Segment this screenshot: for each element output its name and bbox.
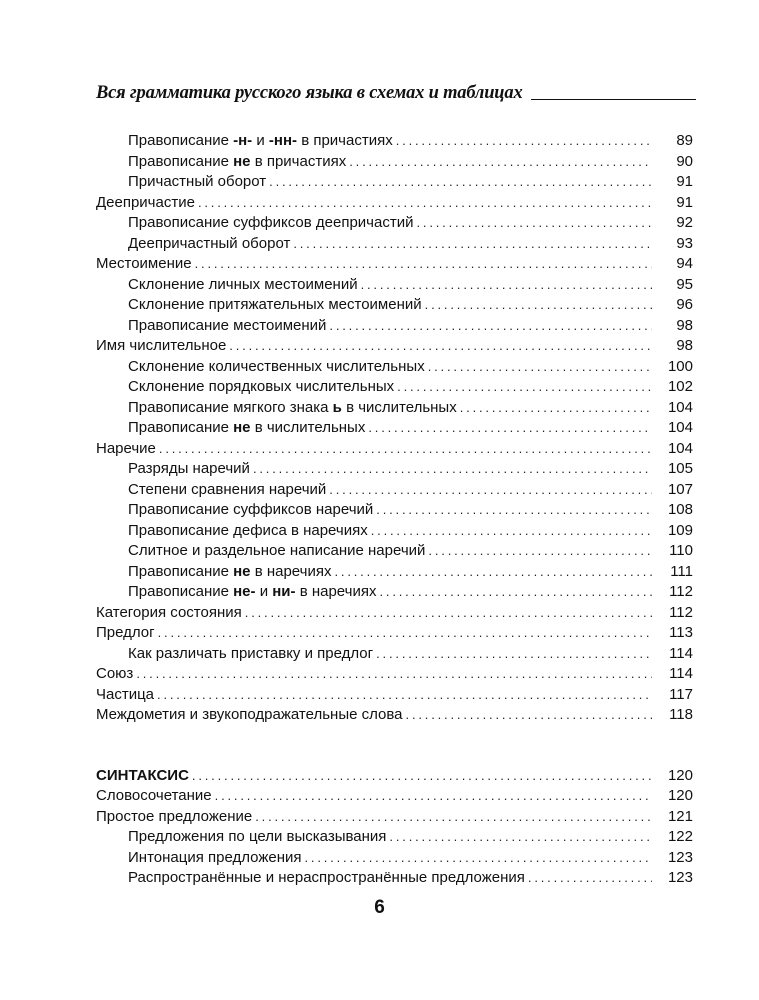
toc-entry-title-text: Интонация предложения	[128, 848, 302, 866]
toc-entry	[96, 848, 693, 869]
toc-entry	[96, 500, 693, 521]
header-rule	[531, 99, 697, 100]
toc-entry-title-text: Распространённые и нераспространённые предложения	[128, 869, 525, 886]
toc-entry	[96, 152, 693, 173]
dot-leader	[329, 480, 652, 501]
toc-entry-title-text: Правописание дефиса в наречиях	[128, 521, 368, 539]
toc-entry-title-text: Как различать приставку и предлог	[128, 644, 374, 662]
toc-entry-title-text: в числительных	[341, 398, 457, 416]
toc-entry	[96, 623, 693, 644]
toc-entry-page: 122	[667, 828, 693, 845]
toc-entry-title-text: в наречиях	[295, 583, 377, 600]
toc-entry-page: 104	[667, 398, 693, 416]
running-header	[96, 82, 696, 104]
toc-entry-title	[96, 705, 403, 726]
toc-entry-title-text: Правописание	[128, 562, 234, 580]
toc-entry-title	[96, 541, 425, 562]
toc-entry-page: 102	[667, 378, 693, 395]
toc-entry-title-bold: -нн-	[268, 132, 298, 149]
dot-leader	[229, 336, 652, 357]
toc-entry-title-text: Причастный оборот	[128, 173, 267, 190]
dot-leader	[253, 459, 652, 480]
toc-entry-title-bold: -н-	[233, 132, 253, 149]
toc-entry-title-text: Правописание местоимений	[128, 316, 327, 334]
toc-entry-page: 98	[676, 316, 693, 334]
toc-entry-title-bold: не	[233, 419, 251, 436]
toc-entry-page: 89	[676, 132, 693, 149]
toc-entry-page: 92	[676, 214, 693, 231]
toc-entry	[96, 459, 693, 480]
toc-entry-page: 91	[676, 193, 693, 211]
dot-leader	[425, 295, 652, 316]
toc-entry-page: 91	[676, 173, 693, 190]
toc-entry-page: 110	[669, 542, 693, 559]
dot-leader	[361, 275, 652, 296]
toc-entry-title	[96, 377, 394, 398]
toc-entry	[96, 827, 693, 848]
dot-leader	[136, 664, 652, 685]
dot-leader	[397, 377, 652, 398]
toc-entry-title-text: Правописание мягкого знака	[128, 398, 333, 416]
toc-entry-title-text: Правописание	[128, 419, 234, 436]
table-of-contents	[96, 131, 693, 889]
toc-entry	[96, 357, 693, 378]
dot-leader	[195, 254, 652, 275]
toc-entry-title-text: Правописание	[128, 132, 234, 149]
toc-entry-title-text: и	[252, 132, 269, 149]
toc-entry-title-text: в наречиях	[250, 562, 332, 580]
dot-leader	[428, 357, 652, 378]
toc-entry-page: 112	[669, 603, 693, 621]
toc-entry-page: 95	[676, 275, 693, 293]
toc-entry-page: 120	[667, 787, 693, 804]
toc-entry-title-bold: не-	[233, 583, 256, 600]
toc-entry	[96, 439, 693, 460]
dot-leader	[198, 193, 652, 214]
dot-leader	[349, 152, 652, 173]
dot-leader	[255, 807, 652, 828]
toc-entry-title-bold: ни-	[272, 583, 296, 600]
toc-entry-title-text: Междометия и звукоподражательные слова	[96, 706, 403, 723]
toc-entry-title-text: Склонение порядковых числительных	[128, 378, 395, 395]
toc-entry-title	[96, 172, 266, 193]
toc-entry-title-text: Слитное и раздельное написание наречий	[128, 542, 426, 559]
toc-entry-title-text: Правописание суффиксов деепричастий	[128, 214, 414, 231]
dot-leader	[396, 131, 652, 152]
dot-leader	[245, 603, 652, 624]
toc-entry-title-text: в причастиях	[297, 132, 393, 149]
toc-entry-title-text: Склонение притяжательных местоимений	[128, 296, 422, 313]
dot-leader	[269, 172, 652, 193]
toc-entry-title-bold: не	[233, 152, 251, 170]
toc-entry-title-text: Предлог	[96, 624, 155, 641]
toc-entry-title	[96, 500, 373, 521]
dot-leader	[368, 418, 652, 439]
toc-entry	[96, 521, 693, 542]
toc-entry-title	[96, 234, 290, 255]
toc-entry	[96, 807, 693, 828]
toc-entry	[96, 582, 693, 603]
toc-entry-title-text: в причастиях	[250, 152, 347, 170]
toc-entry	[96, 316, 693, 337]
dot-leader	[304, 848, 652, 869]
toc-entry-title	[96, 603, 242, 624]
dot-leader	[192, 766, 652, 787]
dot-leader	[159, 439, 652, 460]
toc-entry-title-text: в числительных	[250, 419, 366, 436]
toc-entry	[96, 766, 693, 787]
toc-entry	[96, 377, 693, 398]
toc-entry	[96, 541, 693, 562]
toc-entry-page: 104	[667, 439, 693, 457]
dot-leader	[157, 685, 652, 706]
dot-leader	[428, 541, 652, 562]
toc-entry-title-text: Степени сравнения наречий	[128, 480, 327, 498]
toc-entry	[96, 398, 693, 419]
toc-entry-page: 104	[667, 419, 693, 436]
toc-entry-title-text: Правописание	[128, 583, 234, 600]
dot-leader	[215, 786, 652, 807]
toc-entry	[96, 603, 693, 624]
dot-leader	[376, 644, 652, 665]
dot-leader	[379, 582, 652, 603]
toc-entry-title	[96, 766, 189, 787]
toc-entry-title	[96, 213, 413, 234]
toc-entry-page: 105	[667, 460, 693, 477]
toc-entry-title	[96, 848, 301, 869]
toc-main-list	[96, 131, 693, 726]
toc-entry	[96, 295, 693, 316]
toc-entry-page: 114	[669, 644, 693, 662]
toc-entry	[96, 562, 693, 583]
toc-entry	[96, 644, 693, 665]
toc-entry-title	[96, 521, 368, 542]
toc-entry-page: 98	[676, 337, 693, 354]
toc-entry-title-text: Правописание суффиксов наречий	[128, 501, 374, 518]
toc-entry-title-text: Словосочетание	[96, 787, 212, 804]
toc-entry	[96, 193, 693, 214]
dot-leader	[158, 623, 652, 644]
toc-entry-title-bold: ь	[332, 398, 342, 416]
toc-entry	[96, 786, 693, 807]
toc-entry-title-text: Разряды наречий	[128, 460, 250, 477]
toc-entry	[96, 480, 693, 501]
toc-entry-title	[96, 357, 425, 378]
toc-entry-title	[96, 275, 358, 296]
toc-entry-page: 111	[670, 562, 693, 580]
toc-entry-page: 120	[667, 766, 693, 784]
dot-leader	[376, 500, 652, 521]
toc-entry-title-bold: не	[233, 562, 251, 580]
dot-leader	[334, 562, 652, 583]
toc-entry-title	[96, 193, 195, 214]
toc-entry-title	[96, 582, 376, 603]
toc-entry-title	[96, 644, 373, 665]
toc-entry-title	[96, 868, 525, 889]
toc-entry-page: 113	[669, 624, 693, 641]
toc-entry	[96, 868, 693, 889]
dot-leader	[371, 521, 652, 542]
toc-entry-page: 112	[669, 583, 693, 600]
toc-entry-title-text: Имя числительное	[96, 337, 227, 354]
toc-entry	[96, 275, 693, 296]
toc-entry-title-text: Наречие	[96, 439, 156, 457]
toc-entry-title	[96, 685, 154, 706]
toc-entry-title	[96, 664, 133, 685]
toc-entry-page: 117	[669, 685, 693, 703]
toc-entry-title	[96, 131, 393, 152]
toc-entry-title-text: Простое предложение	[96, 807, 253, 825]
toc-entry-page: 90	[676, 152, 693, 170]
toc-entry-title-text: Склонение количественных числительных	[128, 357, 425, 375]
toc-entry-title-text: Частица	[96, 685, 155, 703]
toc-syntax-list	[96, 766, 693, 889]
page-number: 6	[374, 897, 385, 918]
dot-leader	[389, 827, 652, 848]
toc-entry-title	[96, 623, 155, 644]
toc-entry-page: 96	[676, 296, 693, 313]
toc-entry	[96, 705, 693, 726]
toc-entry	[96, 418, 693, 439]
toc-entry	[96, 213, 693, 234]
toc-entry-title-text: Местоимение	[96, 255, 192, 272]
toc-entry	[96, 664, 693, 685]
toc-entry-page: 107	[667, 480, 693, 498]
dot-leader	[528, 868, 652, 889]
toc-entry-page: 123	[667, 848, 693, 866]
toc-entry-title	[96, 295, 422, 316]
toc-entry-title-bold: СИНТАКСИС	[96, 766, 189, 784]
toc-entry-page: 93	[676, 234, 693, 252]
toc-entry-title-text: Деепричастный оборот	[128, 234, 291, 252]
dot-leader	[329, 316, 652, 337]
toc-entry-title	[96, 807, 252, 828]
toc-entry-title	[96, 336, 226, 357]
toc-entry	[96, 234, 693, 255]
dot-leader	[460, 398, 652, 419]
toc-entry-page: 114	[669, 665, 693, 682]
toc-entry-title-text: Склонение личных местоимений	[128, 275, 358, 293]
toc-entry-page: 108	[667, 501, 693, 518]
toc-entry-title	[96, 254, 192, 275]
toc-entry-title	[96, 316, 326, 337]
toc-entry-title	[96, 786, 212, 807]
toc-entry-title	[96, 418, 365, 439]
toc-entry-title-text: и	[255, 583, 273, 600]
toc-entry	[96, 336, 693, 357]
toc-entry-title-text: Категория состояния	[96, 603, 242, 621]
toc-entry-title	[96, 152, 346, 173]
toc-entry-title	[96, 459, 250, 480]
toc-entry-page: 121	[667, 807, 693, 825]
dot-leader	[406, 705, 652, 726]
dot-leader	[416, 213, 652, 234]
section-gap	[96, 726, 693, 766]
book-title: Вся грамматика русского языка в схемах и таблицах	[96, 83, 523, 103]
toc-entry	[96, 685, 693, 706]
toc-entry-title	[96, 398, 457, 419]
toc-entry-title	[96, 439, 156, 460]
toc-entry-page: 118	[669, 706, 693, 723]
toc-entry-page: 109	[667, 521, 693, 539]
toc-entry-page: 123	[667, 869, 693, 886]
toc-entry-title-text: Предложения по цели высказывания	[128, 828, 387, 845]
toc-entry-title	[96, 827, 386, 848]
toc-entry	[96, 172, 693, 193]
toc-entry	[96, 131, 693, 152]
toc-entry-title	[96, 480, 326, 501]
toc-entry	[96, 254, 693, 275]
toc-entry-title-text: Правописание	[128, 152, 234, 170]
toc-entry-title-text: Деепричастие	[96, 193, 195, 211]
dot-leader	[293, 234, 652, 255]
toc-entry-title-text: Союз	[96, 665, 134, 682]
toc-entry-page: 100	[667, 357, 693, 375]
toc-entry-title	[96, 562, 331, 583]
toc-entry-page: 94	[676, 255, 693, 272]
